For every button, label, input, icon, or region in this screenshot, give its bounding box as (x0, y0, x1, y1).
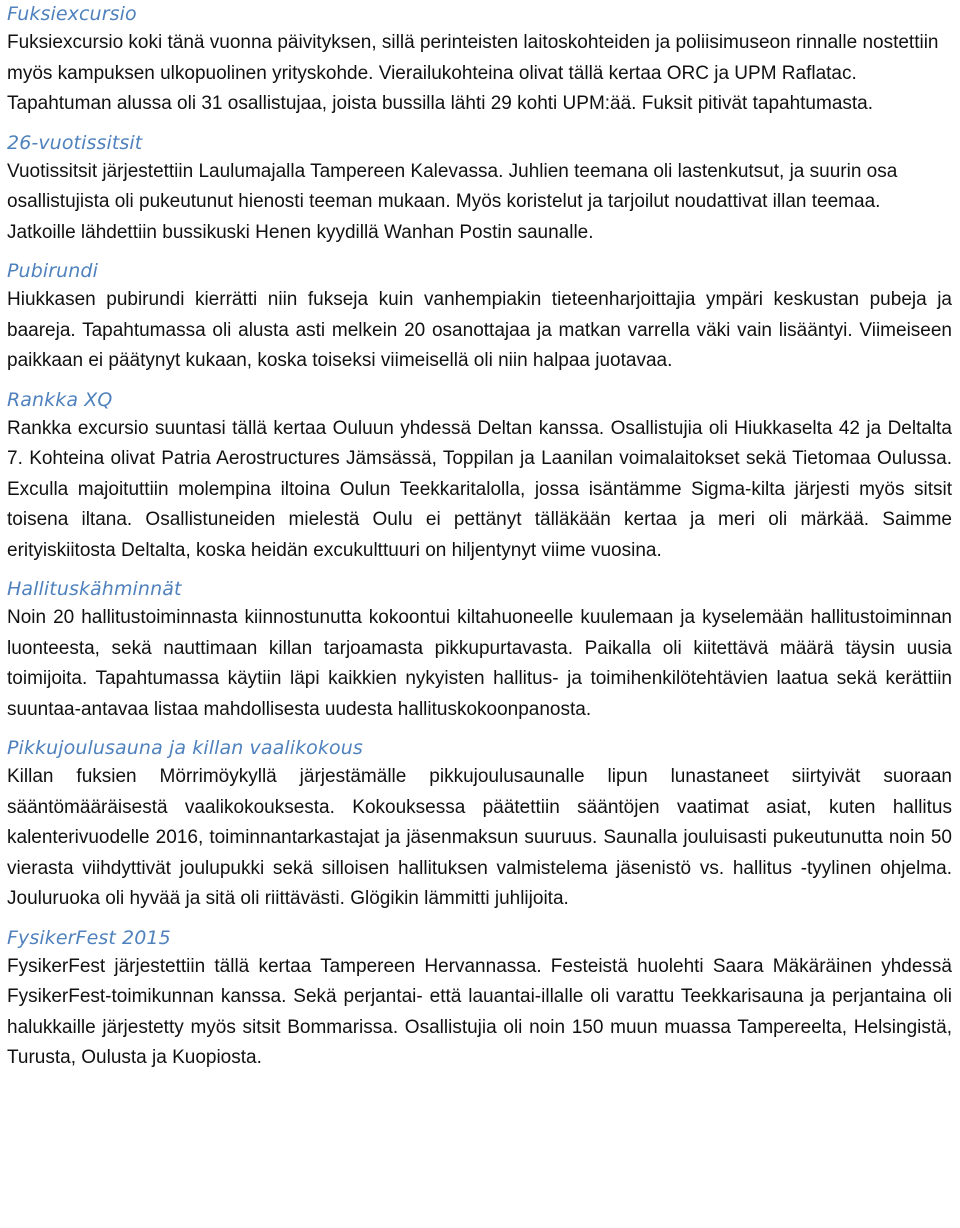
section-body: Noin 20 hallitustoiminnasta kiinnostunutta kokoontui kiltahuoneelle kuulemaan ja kyselemään hallitustoiminnan luonteesta, sekä nauttimaan killan tarjoamasta pikkupurtavasta. Paikalla oli kiitettävä määrä täysin uusia toimijoita. Tapahtumassa käytiin läpi kaikkien nykyisten hallitus- ja toimihenkilötehtävien laatua sekä kerättiin suuntaa-antavaa listaa mahdollisesta uudesta hallituskokoonpanosta. (7, 607, 952, 720)
section-rankka-xq (7, 387, 952, 567)
section-hallituskahminnat (7, 576, 952, 725)
section-body: Hiukkasen pubirundi kierrätti niin fukseja kuin vanhempiakin tieteenharjoittajia ympäri keskustan pubeja ja baareja. Tapahtumassa oli alusta asti melkein 20 osanottajaa ja matkan varrella väki vain lisääntyi. Viimeiseen paikkaan ei päätynyt kukaan, koska toiseksi viimeisellä oli niin halpaa juotavaa. (7, 289, 952, 372)
section-heading: Pikkujoulusauna ja killan vaalikokous (7, 737, 363, 760)
section-heading: Rankka XQ (7, 388, 113, 411)
section-body: Killan fuksien Mörrimöykyllä järjestämälle pikkujoulusaunalle lipun lunastaneet siirtyivät suoraan sääntömääräisestä vaalikokouksesta. Kokouksessa päätettiin sääntöjen vaatimat asiat, kuten hallitus kalenterivuodelle 2016, toiminnantarkastajat ja jäsenmaksun suuruus. Saunalla jouluisasti pukeutunutta noin 50 vierasta viihdyttivät joulupukki sekä silloisen hallituksen valmistelema jäsenistö vs. hallitus -tyylinen ohjelma. Jouluruoka oli hyvää ja sitä oli riittävästi. Glögikin lämmitti juhlijoita. (7, 766, 952, 910)
section-26-vuotissitsit (7, 130, 952, 249)
section-heading: Pubirundi (7, 260, 98, 283)
section-body: Vuotissitsit järjestettiin Laulumajalla Tampereen Kalevassa. Juhlien teemana oli lastenkutsut, ja suurin osa osallistujista oli pukeutunut hienosti teeman mukaan. Myös koristelut ja tarjoilut noudattivat illan teemaa. Jatkoille lähdettiin bussikuski Henen kyydillä Wanhan Postin saunalle. (7, 160, 898, 243)
section-heading: Hallituskähminnät (7, 578, 182, 601)
section-pikkujoulusauna (7, 735, 952, 915)
section-fuksiexcursio (7, 1, 952, 120)
section-heading: 26-vuotissitsit (7, 131, 143, 154)
section-heading: Fuksiexcursio (7, 3, 137, 25)
section-body: Rankka excursio suuntasi tällä kertaa Ouluun yhdessä Deltan kanssa. Osallistujia oli Hiukkaselta 42 ja Deltalta 7. Kohteina olivat Patria Aerostructures Jämsässä, Toppilan ja Laanilan voimalaitokset sekä Tietomaa Oulussa. Exculla majoituttiin molempina iltoina Oulun Teekkaritalolla, jossa isäntämme Sigma-kilta järjesti myös sitsit toisena iltana. Osallistuneiden mielestä Oulu ei pettänyt tälläkään kertaa ja meri oli märkää. Saimme erityiskiitosta Deltalta, koska heidän excukulttuuri on hiljentynyt viime vuosina. (7, 417, 952, 561)
section-body: Fuksiexcursio koki tänä vuonna päivityksen, sillä perinteisten laitoskohteiden ja poliisimuseon rinnalle nostettiin myös kampuksen ulkopuolinen yrityskohde. Vierailukohteina olivat tällä kertaa ORC ja UPM Raflatac. Tapahtuman alussa oli 31 osallistujaa, joista bussilla lähti 29 kohti UPM:ää. Fuksit pitivät tapahtumasta. (7, 32, 939, 115)
section-pubirundi (7, 258, 952, 377)
section-heading: FysikerFest 2015 (7, 926, 171, 949)
section-body: FysikerFest järjestettiin tällä kertaa Tampereen Hervannassa. Festeistä huolehti Saara Mäkäräinen yhdessä FysikerFest-toimikunnan kanssa. Sekä perjantai- että lauantai-illalle oli varattu Teekkarisauna ja perjantaina oli halukkaille järjestetty myös sitsit Bommarissa. Osallistujia oli noin 150 muun muassa Tampereelta, Helsingistä, Turusta, Oulusta ja Kuopiosta. (7, 955, 952, 1069)
section-fysikerfest-2015 (7, 925, 952, 1074)
document-page (0, 1, 960, 1228)
